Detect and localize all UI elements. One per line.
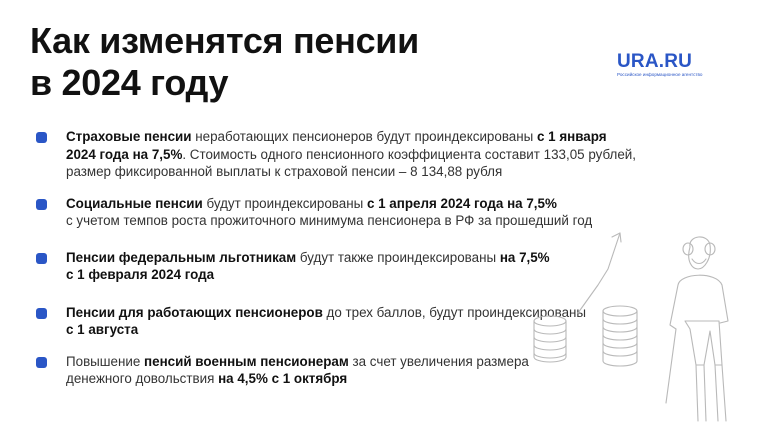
tall-coin-stack-icon: [603, 306, 637, 366]
item-text: до трех баллов, будут проиндексированы: [322, 304, 587, 320]
item-text: будут проиндексированы: [202, 195, 367, 211]
item-line: [66, 128, 696, 146]
item-bold-text: Пенсии федеральным льготникам: [66, 249, 297, 265]
item-bold-text: с 1 января: [536, 129, 607, 144]
item-text: за счет увеличения размера: [348, 353, 529, 369]
item-bold-text: на 7,5%: [499, 249, 550, 265]
item-text: . Стоимость одного пенсионного коэффициента составит 133,05 рублей,: [182, 146, 636, 162]
logo-tagline: Российское информационное агентство: [617, 72, 703, 77]
item-text: размер фиксированной выплаты к страховой пенсии – 8 134,88 рубля: [66, 164, 503, 179]
item-line: [66, 163, 696, 181]
item-bold-text: Социальные пенсии: [66, 195, 203, 211]
item-text: с учетом темпов роста прожиточного минимума пенсионера в РФ за прошедший год: [66, 213, 593, 228]
item-bold-text: с 1 августа: [66, 322, 139, 337]
page-title-line-2: в 2024 году: [30, 62, 229, 103]
page-title-line-1: Как изменятся пенсии: [30, 20, 419, 61]
item-bold-text: с 1 февраля 2024 года: [66, 267, 215, 282]
item-text: денежного довольствия: [66, 371, 219, 386]
page-title: [30, 20, 550, 104]
list-item-insurance-pensions: [36, 128, 696, 181]
bullet-marker: [36, 253, 47, 264]
item-bold-text: пенсий военным пенсионерам: [144, 353, 349, 369]
item-text: будут также проиндексированы: [296, 249, 500, 265]
item-line: [66, 195, 696, 213]
logo-wordmark: URA.RU: [617, 51, 693, 72]
growth-arrow-icon: [578, 233, 621, 313]
bullet-marker: [36, 308, 47, 319]
elderly-man-icon: [666, 237, 728, 421]
bullet-marker: [36, 132, 47, 143]
bullet-marker: [36, 199, 47, 210]
small-coin-stack-icon: [534, 316, 566, 362]
item-text: неработающих пенсионеров будут проиндексированы: [191, 129, 537, 144]
item-bold-text: 2024 года на 7,5%: [66, 146, 183, 162]
item-bold-text: Пенсии для работающих пенсионеров: [66, 304, 323, 320]
pensioner-coins-illustration: [520, 225, 760, 427]
item-bold-text: Страховые пенсии: [66, 129, 192, 144]
item-text: Повышение: [66, 353, 145, 369]
ura-ru-logo: [617, 52, 703, 78]
item-line: [66, 146, 696, 164]
bullet-marker: [36, 357, 47, 368]
item-bold-text: с 1 апреля 2024 года на 7,5%: [366, 195, 557, 211]
item-bold-text: на 4,5% с 1 октября: [218, 371, 348, 386]
